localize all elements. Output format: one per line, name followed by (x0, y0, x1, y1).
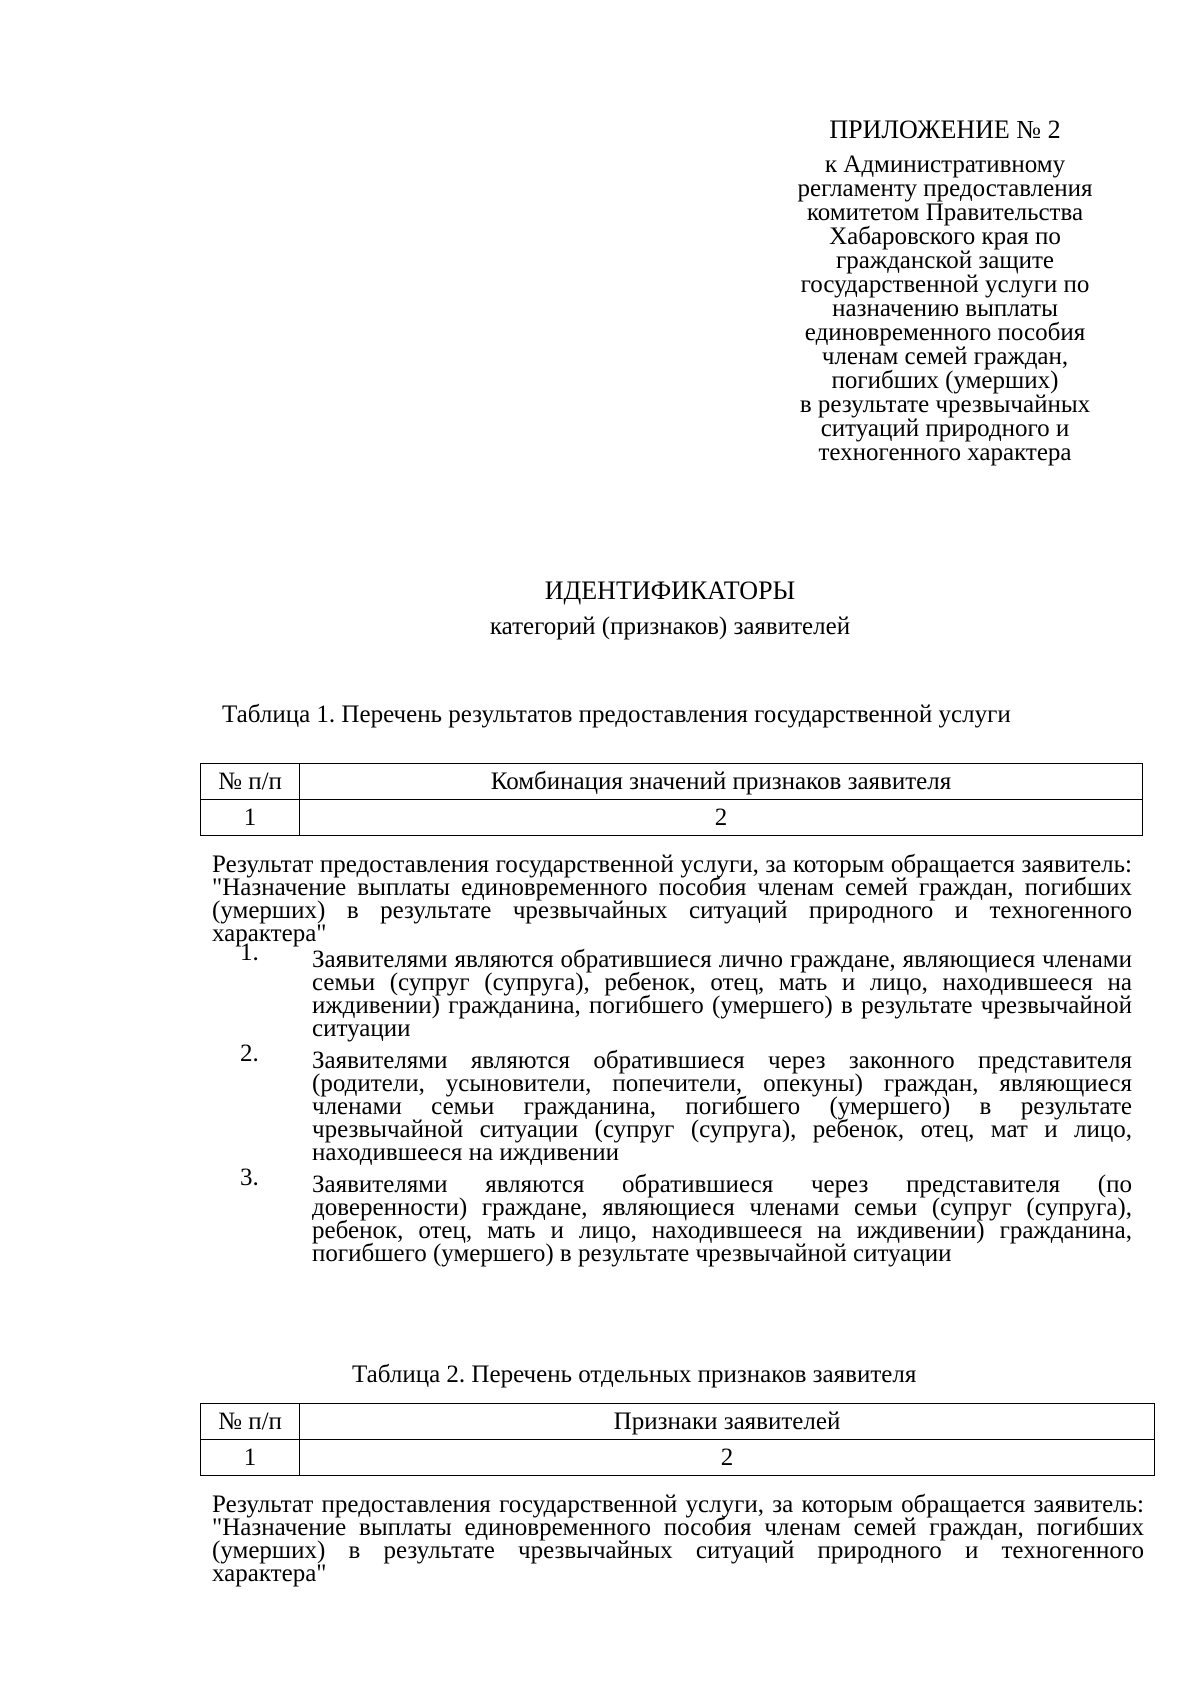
appendix-line: гражданской защите (835, 247, 1055, 274)
table-header-cell: № п/п (201, 764, 300, 800)
applicant-list (240, 939, 1132, 1274)
list-item-text: Заявителями являются обратившиеся через законного представителя (родители, усыновители, попечители, опекуны) граждан, являющиеся членами семьи гражданина, погибшего (умершего) в результате чрезвычайной ситуации (супруг (супруга), ребенок, отец, мат и лицо, находившееся на иждивении (312, 1047, 1132, 1166)
list-item-number: 2. (240, 1040, 259, 1067)
appendix-title: ПРИЛОЖЕНИЕ № 2 (829, 115, 1061, 144)
appendix-header (770, 115, 1120, 465)
appendix-line: государственной услуги по (800, 271, 1090, 298)
list-item-number: 1. (240, 939, 259, 966)
list-item-number: 3. (240, 1164, 259, 1191)
table-number-row (201, 800, 1143, 836)
table-header-row (201, 764, 1143, 800)
list-item-text: Заявителями являются обратившиеся лично граждане, являющиеся членами семьи (супруг (супруга), ребенок, отец, мать и лицо, находившееся на иждивении) гражданина, погибшего (умершего) в результате чрезвычайной ситуации (312, 946, 1132, 1042)
table-number-cell: 2 (300, 800, 1143, 836)
list-item-text: Заявителями являются обратившиеся через представителя (по доверенности) граждане, являющиеся членами семьи (супруг (супруга), ребенок, отец, мать и лицо, находившееся на иждивении) гражданина, погибшего (умершего) в результате чрезвычайной ситуации (312, 1171, 1132, 1267)
list-item (240, 1164, 1132, 1267)
table1 (200, 763, 1143, 836)
table-header-cell: Комбинация значений признаков заявителя (300, 764, 1143, 800)
table-number-row (201, 1440, 1155, 1476)
table2-result-text: Результат предоставления государственной услуги, за которым обращается заявитель: "Назначение выплаты единовременного пособия членам семей граждан, погибших (умерших) в результате чрезвычайных ситуаций природного и техногенного характера" (212, 1491, 1144, 1587)
appendix-line: погибших (умерших) (831, 367, 1059, 394)
list-item (240, 939, 1132, 1042)
appendix-line: регламенту предоставления (797, 175, 1093, 202)
document-subtitle: категорий (признаков) заявителей (489, 613, 851, 640)
appendix-line: членам семей граждан, (821, 343, 1069, 370)
appendix-line: комитетом Правительства (806, 199, 1084, 226)
appendix-line: к Административному (824, 151, 1066, 178)
appendix-line: в результате чрезвычайных (799, 391, 1091, 418)
table1-caption: Таблица 1. Перечень результатов предоставления государственной услуги (222, 701, 1011, 728)
appendix-line: Хабаровского края по (829, 223, 1061, 250)
table-header-row (201, 1404, 1155, 1440)
appendix-line: назначению выплаты (832, 295, 1058, 322)
appendix-line: техногенного характера (818, 439, 1072, 466)
table-number-cell: 1 (201, 1440, 300, 1476)
table-number-cell: 2 (300, 1440, 1155, 1476)
table-header-cell: Признаки заявителей (300, 1404, 1155, 1440)
table-header-cell: № п/п (201, 1404, 300, 1440)
table2 (200, 1403, 1155, 1476)
table-number-cell: 1 (201, 800, 300, 836)
list-item (240, 1040, 1132, 1166)
table1-result-text: Результат предоставления государственной услуги, за которым обращается заявитель: "Назначение выплаты единовременного пособия членам семей граждан, погибших (умерших) в результате чрезвычайных ситуаций природного и техногенного характера" (212, 851, 1132, 947)
table2-caption: Таблица 2. Перечень отдельных признаков заявителя (352, 1361, 917, 1388)
appendix-line: единовременного пособия (804, 319, 1086, 346)
appendix-line: ситуаций природного и (820, 415, 1070, 442)
document-title: ИДЕНТИФИКАТОРЫ (544, 576, 796, 605)
